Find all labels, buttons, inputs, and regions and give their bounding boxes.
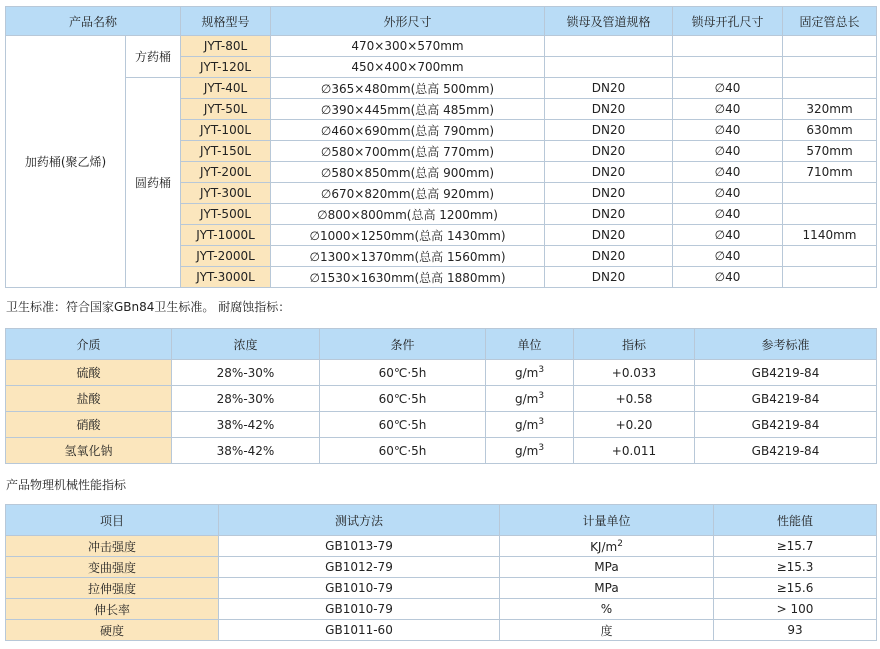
table-row	[6, 36, 877, 57]
spec-cell	[783, 36, 877, 57]
model-cell: JYT-300L	[181, 183, 271, 204]
column-header: 性能值	[714, 505, 877, 536]
spec-cell: 320mm	[783, 99, 877, 120]
concentration-cell: 38%-42%	[172, 412, 320, 438]
unit-base: %	[600, 602, 613, 616]
method-cell: GB1011-60	[219, 620, 500, 641]
spec-cell	[673, 36, 783, 57]
spec-cell	[545, 57, 673, 78]
unit-cell	[486, 438, 574, 464]
spec-cell: ∅40	[673, 183, 783, 204]
model-cell: JYT-80L	[181, 36, 271, 57]
spec-cell: ∅40	[673, 204, 783, 225]
table-row	[6, 412, 877, 438]
table-row	[6, 557, 877, 578]
unit-base: MPa	[594, 560, 619, 574]
spec-cell: 630mm	[783, 120, 877, 141]
model-cell: JYT-200L	[181, 162, 271, 183]
product-spec-table	[5, 6, 877, 288]
table-row	[6, 536, 877, 557]
item-cell: 冲击强度	[6, 536, 219, 557]
table-row	[6, 360, 877, 386]
unit-sup: 2	[617, 538, 623, 549]
index-cell: +0.20	[574, 412, 695, 438]
spec-cell	[673, 57, 783, 78]
column-header: 产品名称	[6, 7, 181, 36]
mechanical-properties-table	[5, 504, 877, 641]
spec-cell: ∅1000×1250mm(总高 1430mm)	[271, 225, 545, 246]
table-row	[6, 438, 877, 464]
spec-cell: DN20	[545, 78, 673, 99]
spec-cell: DN20	[545, 225, 673, 246]
spec-cell: ∅40	[673, 267, 783, 288]
column-header: 测试方法	[219, 505, 500, 536]
unit-base: 度	[600, 623, 613, 638]
index-cell: +0.58	[574, 386, 695, 412]
column-header: 参考标准	[695, 329, 877, 360]
spec-cell: ∅40	[673, 99, 783, 120]
model-cell: JYT-150L	[181, 141, 271, 162]
spec-cell: DN20	[545, 141, 673, 162]
column-header: 计量单位	[500, 505, 714, 536]
medium-cell: 硫酸	[6, 360, 172, 386]
spec-cell: ∅1300×1370mm(总高 1560mm)	[271, 246, 545, 267]
column-header: 固定管总长	[783, 7, 877, 36]
spec-cell: 710mm	[783, 162, 877, 183]
model-cell: JYT-50L	[181, 99, 271, 120]
unit-cell	[500, 599, 714, 620]
spec-cell: ∅580×700mm(总高 770mm)	[271, 141, 545, 162]
index-cell: +0.033	[574, 360, 695, 386]
header-row	[6, 505, 877, 536]
index-cell: +0.011	[574, 438, 695, 464]
value-cell: > 100	[714, 599, 877, 620]
spec-cell: 470×300×570mm	[271, 36, 545, 57]
column-header: 浓度	[172, 329, 320, 360]
value-cell: ≥15.3	[714, 557, 877, 578]
concentration-cell: 28%-30%	[172, 386, 320, 412]
table-row	[6, 620, 877, 641]
spec-cell: ∅580×850mm(总高 900mm)	[271, 162, 545, 183]
product-name-cell: 加药桶(聚乙烯)	[6, 36, 126, 288]
unit-cell	[500, 557, 714, 578]
spec-cell: DN20	[545, 267, 673, 288]
table-row	[6, 386, 877, 412]
spec-cell	[783, 204, 877, 225]
item-cell: 硬度	[6, 620, 219, 641]
corrosion-resistance-table	[5, 328, 877, 464]
condition-cell: 60℃·5h	[320, 386, 486, 412]
unit-cell	[500, 620, 714, 641]
value-cell: 93	[714, 620, 877, 641]
table-row	[6, 599, 877, 620]
spec-cell	[783, 267, 877, 288]
model-cell: JYT-100L	[181, 120, 271, 141]
medium-cell: 盐酸	[6, 386, 172, 412]
header-row	[6, 329, 877, 360]
spec-cell: ∅365×480mm(总高 500mm)	[271, 78, 545, 99]
unit-cell	[486, 412, 574, 438]
spec-cell	[783, 57, 877, 78]
model-cell: JYT-120L	[181, 57, 271, 78]
unit-base: g/m	[514, 366, 539, 380]
reference-cell: GB4219-84	[695, 360, 877, 386]
spec-cell: 1140mm	[783, 225, 877, 246]
model-cell: JYT-3000L	[181, 267, 271, 288]
spec-cell: ∅670×820mm(总高 920mm)	[271, 183, 545, 204]
spec-cell: ∅40	[673, 162, 783, 183]
spec-cell: DN20	[545, 120, 673, 141]
column-header: 外形尺寸	[271, 7, 545, 36]
unit-base: g/m	[514, 418, 539, 432]
spec-cell: ∅390×445mm(总高 485mm)	[271, 99, 545, 120]
unit-sup: 3	[538, 391, 545, 401]
spec-cell: ∅40	[673, 225, 783, 246]
column-header: 规格型号	[181, 7, 271, 36]
spec-cell: DN20	[545, 246, 673, 267]
column-header: 单位	[486, 329, 574, 360]
reference-cell: GB4219-84	[695, 386, 877, 412]
group-name-cell: 圆药桶	[126, 78, 181, 288]
column-header: 介质	[6, 329, 172, 360]
spec-cell: ∅800×800mm(总高 1200mm)	[271, 204, 545, 225]
spec-cell: ∅40	[673, 141, 783, 162]
reference-cell: GB4219-84	[695, 438, 877, 464]
table-row	[6, 578, 877, 599]
item-cell: 拉伸强度	[6, 578, 219, 599]
model-cell: JYT-500L	[181, 204, 271, 225]
spec-cell: 450×400×700mm	[271, 57, 545, 78]
condition-cell: 60℃·5h	[320, 360, 486, 386]
medium-cell: 氢氧化钠	[6, 438, 172, 464]
concentration-cell: 38%-42%	[172, 438, 320, 464]
spec-cell: ∅40	[673, 246, 783, 267]
reference-cell: GB4219-84	[695, 412, 877, 438]
column-header: 指标	[574, 329, 695, 360]
unit-cell	[500, 578, 714, 599]
unit-base: MPa	[594, 581, 619, 595]
unit-sup: 3	[538, 443, 545, 453]
group-name-cell: 方药桶	[126, 36, 181, 78]
medium-cell: 硝酸	[6, 412, 172, 438]
condition-cell: 60℃·5h	[320, 412, 486, 438]
spec-cell	[783, 78, 877, 99]
spec-cell	[783, 246, 877, 267]
spec-cell: DN20	[545, 162, 673, 183]
condition-cell: 60℃·5h	[320, 438, 486, 464]
model-cell: JYT-40L	[181, 78, 271, 99]
column-header: 条件	[320, 329, 486, 360]
item-cell: 变曲强度	[6, 557, 219, 578]
spec-cell: DN20	[545, 99, 673, 120]
unit-cell	[486, 360, 574, 386]
value-cell: ≥15.7	[714, 536, 877, 557]
column-header: 项目	[6, 505, 219, 536]
item-cell: 伸长率	[6, 599, 219, 620]
method-cell: GB1013-79	[219, 536, 500, 557]
spec-cell: ∅460×690mm(总高 790mm)	[271, 120, 545, 141]
method-cell: GB1010-79	[219, 578, 500, 599]
spec-cell	[783, 183, 877, 204]
unit-base: g/m	[514, 444, 539, 458]
spec-cell: ∅40	[673, 78, 783, 99]
spec-cell: ∅1530×1630mm(总高 1880mm)	[271, 267, 545, 288]
method-cell: GB1012-79	[219, 557, 500, 578]
unit-base: g/m	[514, 392, 539, 406]
column-header: 锁母及管道规格	[545, 7, 673, 36]
header-row	[6, 7, 877, 36]
unit-cell	[500, 536, 714, 557]
model-cell: JYT-1000L	[181, 225, 271, 246]
method-cell: GB1010-79	[219, 599, 500, 620]
spec-cell: 570mm	[783, 141, 877, 162]
unit-sup: 3	[538, 417, 545, 427]
unit-base: KJ/m	[590, 539, 618, 554]
spec-cell: DN20	[545, 204, 673, 225]
unit-cell	[486, 386, 574, 412]
mechanical-properties-title: 产品物理机械性能指标	[6, 478, 127, 492]
spec-cell: ∅40	[673, 120, 783, 141]
table-row	[6, 78, 877, 99]
concentration-cell: 28%-30%	[172, 360, 320, 386]
value-cell: ≥15.6	[714, 578, 877, 599]
column-header: 锁母开孔尺寸	[673, 7, 783, 36]
hygiene-standard-note: 卫生标准：符合国家GBn84卫生标准。 耐腐蚀指标：	[6, 300, 291, 314]
unit-sup: 3	[538, 365, 545, 375]
spec-cell: DN20	[545, 183, 673, 204]
spec-cell	[545, 36, 673, 57]
model-cell: JYT-2000L	[181, 246, 271, 267]
